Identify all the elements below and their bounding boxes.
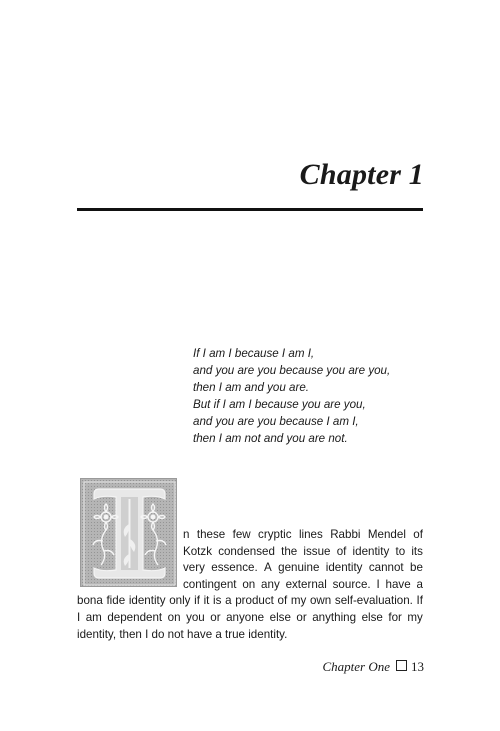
body-line: very essence. A genuine identity cannot be bbox=[183, 561, 423, 575]
epigraph-line: then I am not and you are not. bbox=[193, 432, 348, 445]
body-line: I am dependent on you or anyone else or anything else for my bbox=[77, 610, 423, 624]
epigraph-line: If I am I because I am I, bbox=[193, 347, 315, 360]
title-rule bbox=[77, 208, 423, 211]
epigraph bbox=[193, 345, 390, 447]
epigraph-line: then I am and you are. bbox=[193, 381, 310, 394]
epigraph-line: and you are you because I am I, bbox=[193, 415, 359, 428]
chapter-title: Chapter 1 bbox=[299, 158, 424, 191]
page-number: 13 bbox=[411, 659, 424, 674]
body-line: contingent on any external source. I have a bbox=[183, 577, 423, 591]
epigraph-line: But if I am I because you are you, bbox=[193, 398, 366, 411]
body-line: identity, then I do not have a true identity. bbox=[77, 627, 288, 641]
body-line: n these few cryptic lines Rabbi Mendel of bbox=[183, 528, 423, 541]
body-paragraph bbox=[77, 527, 423, 643]
body-line: Kotzk condensed the issue of identity to its bbox=[183, 544, 423, 558]
page-footer bbox=[322, 659, 424, 675]
running-head: Chapter One bbox=[322, 659, 390, 674]
body-line: bona fide identity only if it is a product of my own self-evaluation. If bbox=[77, 594, 423, 608]
square-separator-icon bbox=[396, 660, 407, 671]
epigraph-line: and you are you because you are you, bbox=[193, 364, 391, 377]
